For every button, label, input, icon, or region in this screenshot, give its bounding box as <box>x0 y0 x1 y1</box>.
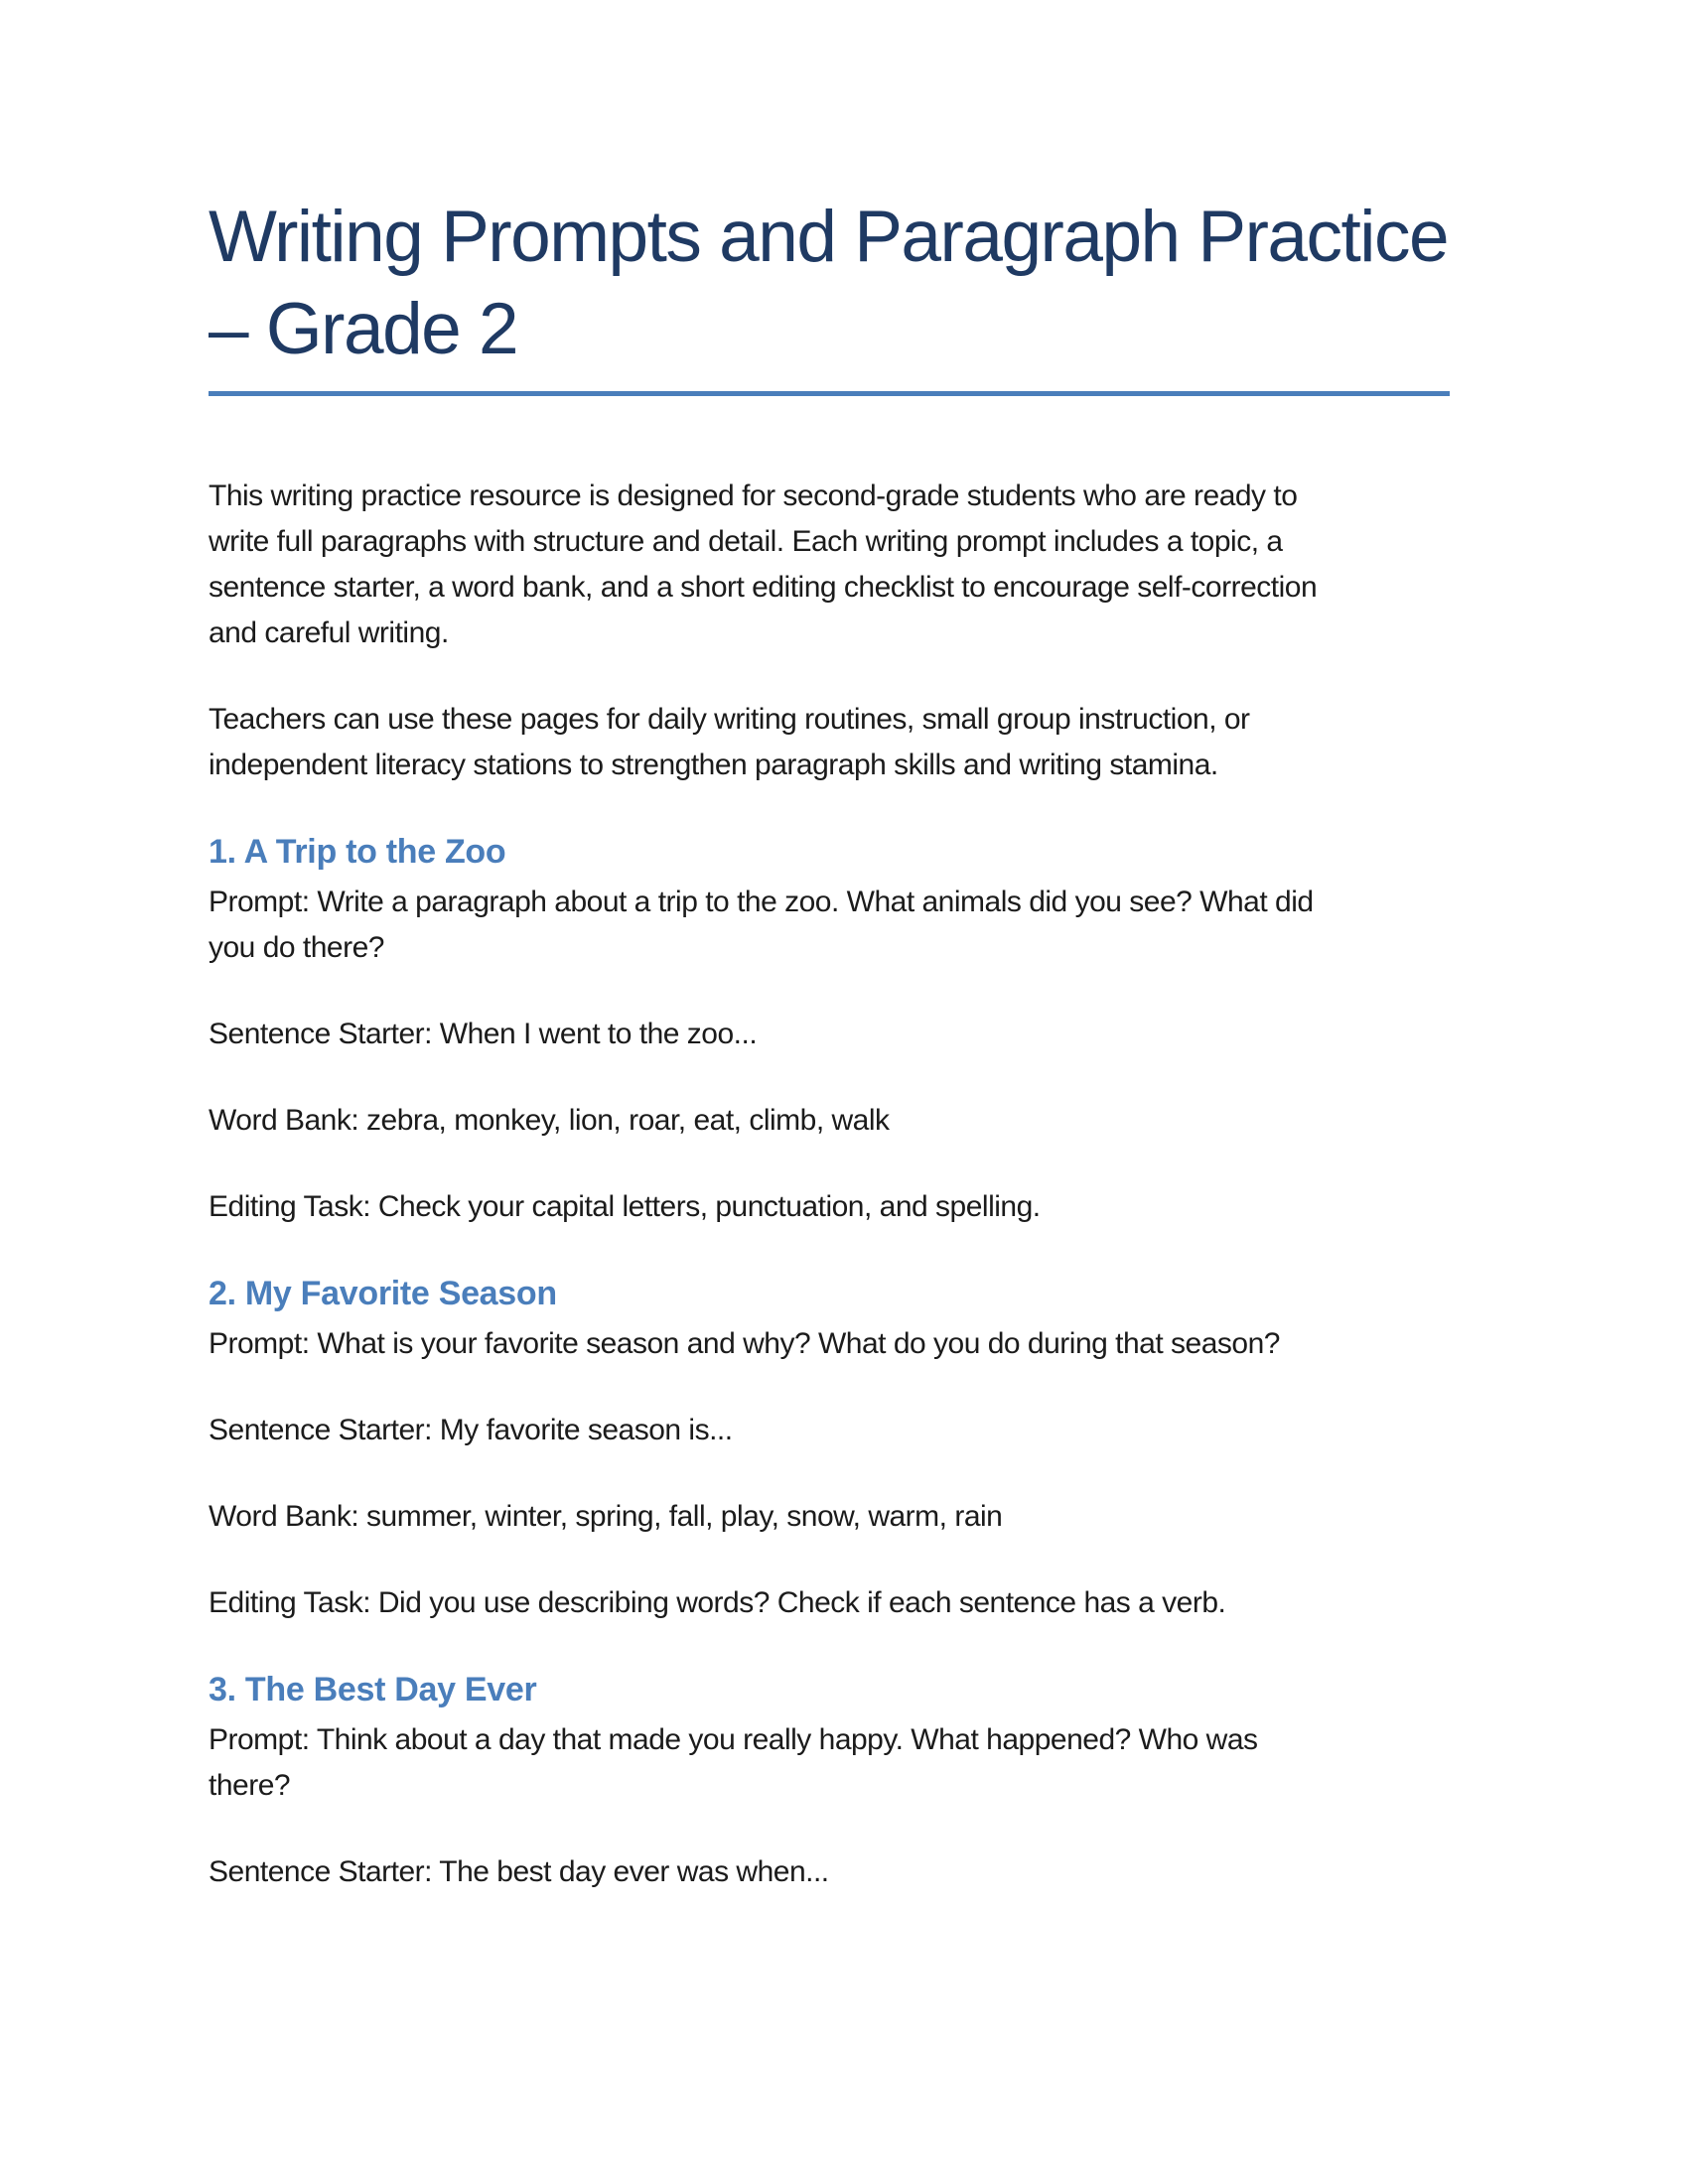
intro-paragraph-1: This writing practice resource is designed for second-grade students who are ready to write full paragraphs with structure and detail. Each writing prompt includes a topic, a sentence starter, a word bank, and a short editing checklist to encourage self-correction and careful writing. <box>209 479 1318 649</box>
section-heading-the-best-day-ever: 3. The Best Day Ever <box>209 1671 537 1708</box>
section-2-prompt: Prompt: What is your favorite season and why? What do you do during that season? <box>209 1327 1280 1360</box>
section-1-sentence-starter: Sentence Starter: When I went to the zoo... <box>209 1018 758 1050</box>
title-underline-rule <box>209 391 1450 396</box>
section-heading-trip-to-the-zoo: 1. A Trip to the Zoo <box>209 833 506 871</box>
section-heading-my-favorite-season: 2. My Favorite Season <box>209 1275 557 1312</box>
section-1-prompt: Prompt: Write a paragraph about a trip to the zoo. What animals did you see? What did you do there? <box>209 886 1314 964</box>
section-1-word-bank: Word Bank: zebra, monkey, lion, roar, eat, climb, walk <box>209 1104 890 1137</box>
section-3-prompt: Prompt: Think about a day that made you really happy. What happened? Who was there? <box>209 1723 1258 1802</box>
intro-paragraph-2: Teachers can use these pages for daily writing routines, small group instruction, or independent literacy stations to strengthen paragraph skills and writing stamina. <box>209 703 1250 781</box>
section-2-sentence-starter: Sentence Starter: My favorite season is... <box>209 1414 733 1446</box>
document-title: Writing Prompts and Paragraph Practice – Grade 2 <box>209 197 1449 369</box>
section-1-editing-task: Editing Task: Check your capital letters, punctuation, and spelling. <box>209 1190 1041 1223</box>
document-content <box>209 0 1450 1936</box>
section-2-word-bank: Word Bank: summer, winter, spring, fall, play, snow, warm, rain <box>209 1500 1003 1533</box>
section-3-sentence-starter: Sentence Starter: The best day ever was when... <box>209 1855 829 1888</box>
section-2-editing-task: Editing Task: Did you use describing words? Check if each sentence has a verb. <box>209 1586 1226 1619</box>
